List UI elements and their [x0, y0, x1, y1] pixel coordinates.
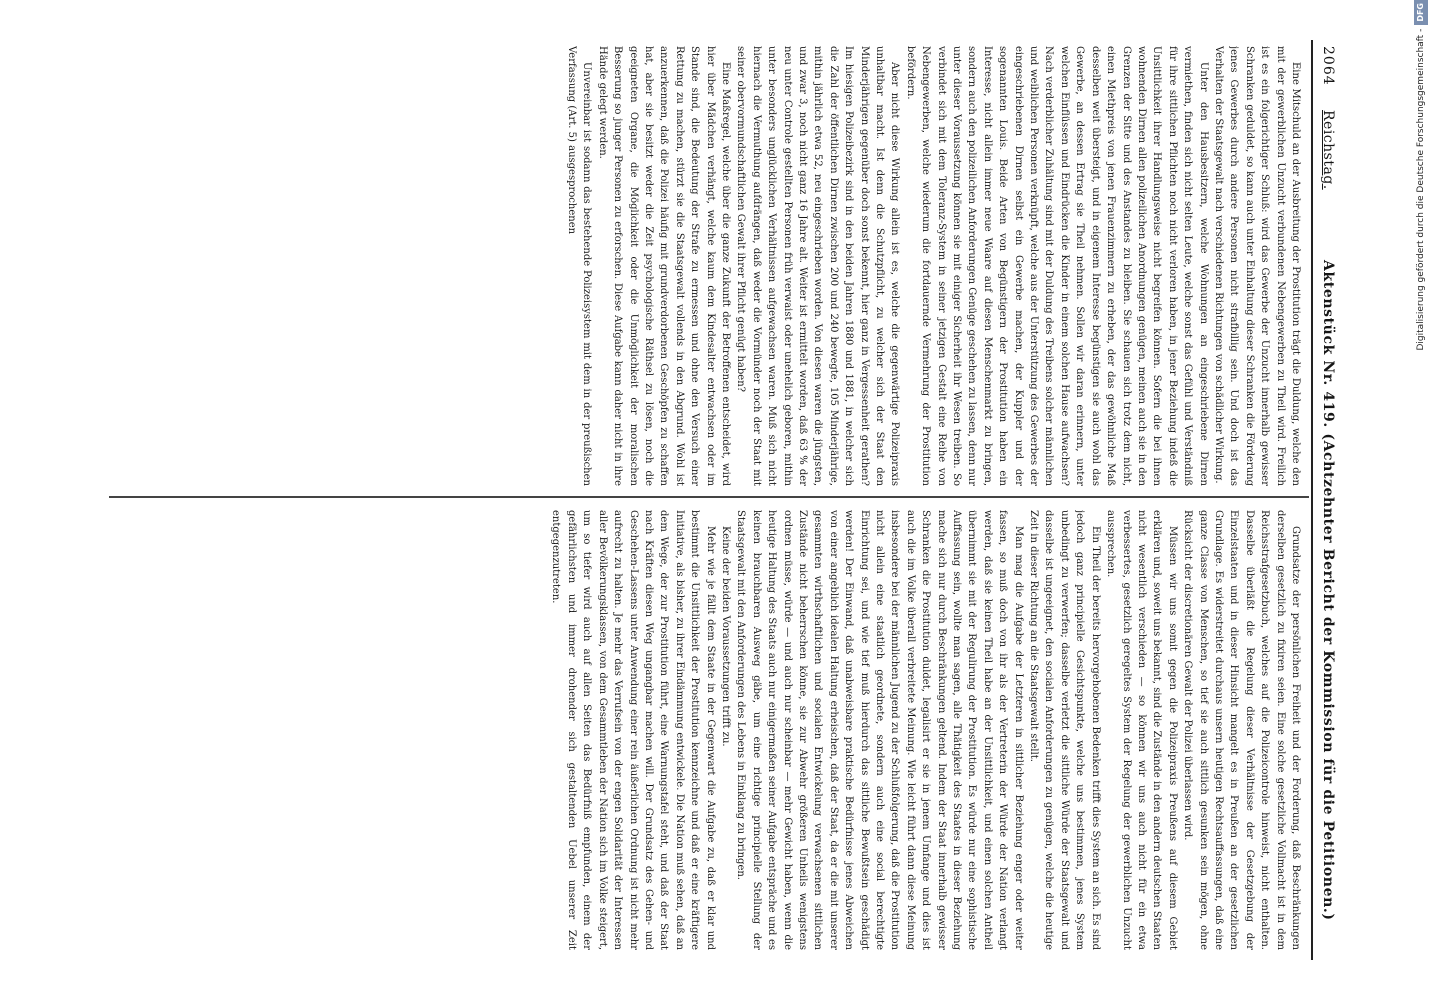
right-column [103, 510, 1303, 950]
digitization-credit [1414, 0, 1428, 1000]
paragraph: Mehr wie je fällt dem Staate in der Gegenwart die Aufgabe zu, daß er klar und bestimmt die Unsittlichkeit der Prostitution kennzeichne und daß er eine kräftigere Initiative, als bisher, zu ihrer Eindämmung entwickele. Die Nation muß sehen, daß an dem Wege, der zur Prostitution führt, eine Warnungstafel steht, und daß der Staat nach Kräften diesen Weg ungangbar machen will. Der Grundsatz des Gehen- und Geschehen-Lassens unter Anwendung einer rein äußerlichen Ordnung ist nicht mehr aufrecht zu halten. Je mehr das Verrufsein von der engen Solidarität der Interessen aller Bevölkerungsklassen, von dem Gesammtleben der Nation sich im Volke steigert, um so tiefer wird auch auf allen Seiten das Bedürfniß empfunden, einem der gefährlichsten und immer drohender sich gestaltenden Uebel unserer Zeit entgegenzutreten. [550, 510, 716, 950]
paragraph: Keine der beiden Voraussetzungen trifft zu. [719, 526, 731, 747]
paragraph: Grundsatze der persönlichen Freiheit und der Forderung, daß Beschränkungen derselben gesetzlich zu fixiren seien. Eine solche gesetzliche Vollmacht ist in dem Reichsstrafgesetzbuch, welches auf die Polizeicontrole hinweist, nicht enthalten. Dasselbe überläßt die Regelung dieser Verhältnisse der Gesetzgebung der Einzelstaaten und in dieser Hinsicht mangelt es in Preußen an der gesetzlichen Grundlage. Es widerstreitet durchaus unsern heutigen Rechtsauffassungen, daß eine ganze Classe von Menschen, so tief sie auch sittlich gesunken sein mögen, ohne Rücksicht der discretionären Gewalt der Polizei überlassen wird. [1182, 510, 1301, 950]
paragraph: Man mag die Aufgabe der Letzteren in sittlicher Beziehung enger oder weiter fassen, so muß doch von ihr als der Vertreterin der Würde der Nation verlangt werden, daß sie keinen Theil habe an der Unsittlichkeit, und einen solchen Antheil übernimmt sie mit der Regulirung der Prostitution. Es würde nur eine sophistische Auffassung sein, wollte man sagen, alle Thätigkeit des Staates in dieser Beziehung mache sich nur durch Beschränkungen geltend. Indem der Staat innerhalb gewisser Schranken die Prostitution duldet, legalisirt er sie in jenem Umfange und dies ist auch die im Volke überall verbreitete Meinung. Wie leicht führt dann diese Meinung insbesondere bei der männlichen Jugend zu der Schlußfolgerung, daß die Prostitution nicht allein eine staatlich geordnete, sondern auch eine social berechtigte Einrichtung sei, und wie tief muß hierdurch das sittliche Bewußtsein geschädigt werden! Der Einwand, daß unabweisbare praktische Bedürfnisse jenes Abweichen von einer angeblich idealen Haltung erheischen, daß der Staat, da er die mit unserer gesammten wirthschaftlichen und socialen Entwickelung verwachsenen sittlichen Zustände nicht beherrschen könne, sie zur Abwehr größeren Unheils wenigstens ordnen müsse, würde — und auch nur scheinbar — mehr Gewicht haben, wenn die heutige Haltung des Staats auch nur einigermaßen seiner Aufgabe entspräche und es keinen brauchbaren Ausweg gäbe, um eine richtige principielle Stellung der Staatsgewalt mit den Anforderungen des Lebens in Einklang zu bringen. [735, 510, 1024, 950]
paragraph: Ein Theil der bereits hervorgehobenen Bedenken trifft dies System an sich. Es sind jedoch ganz principielle Gesichtspunkte, welche uns bestimmen, jenes System unbedingt zu verwerfen; dasselbe verletzt die sittliche Würde der Staatsgewalt und dasselbe ist ungeeignet, den socialen Anforderungen zu genügen, welche die heutige Zeit in dieser Richtung an die Staatsgewalt stellt. [1028, 510, 1101, 950]
header-rule [1311, 40, 1313, 960]
left-column [103, 46, 1303, 486]
rotated-page [93, 40, 1339, 960]
paragraph: Eine Maßregel, welche über die ganze Zukunft der Betroffenen entscheidet, wird hier über Mädchen verhängt, welche kaum dem Kindesalter entwachsen oder im Stande sind, die Bedeutung der Strafe zu ermessen und ohne den Versuch einer Rettung zu machen, stürzt sie die Staatsgewalt vollends in den Abgrund. Wohl ist anzuerkennen, daß die Polizei häufig mit grundverdorbenen Geschöpfen zu schaffen hat, aber sie besitzt weder die Zeit psychologische Räthsel zu lösen, noch die geeigneten Organe, die Möglichkeit oder die Unmöglichkeit der moralischen Besserung so junger Personen zu erforschen. Diese Aufgabe kann daher nicht in ihre Hände gelegt werden. [596, 46, 731, 486]
dfg-logo: DFG [1414, 0, 1428, 25]
paragraph: Aber nicht diese Wirkung allein ist es, welche die gegenwärtige Polizeipraxis unhaltbar macht. Ist denn die Schutzpflicht, zu welcher sich der Staat den Minderjährigen gegenüber doch sonst bekennt, hier ganz in Vergessenheit gerathen? Im hiesigen Polizeibezirk sind in den beiden Jahren 1880 und 1881, in welcher sich die Zahl der öffentlichen Dirnen zwischen 200 und 240 bewegte, 105 Minderjährige, mithin jährlich etwa 52, neu eingeschrieben worden. Von diesen waren die jüngsten, und zwar 3, noch nicht ganz 16 Jahre alt. Weiter ist ermittelt worden, daß 63 % der neu unter Controle gestellten Personen früh verwaist oder unehelich geboren, mithin unter besonders unglücklichen Verhältnissen aufgewachsen waren. Muß sich nicht hiernach die Vermuthung aufdrängen, daß weder die Vormünder noch der Staat mit seiner obervormundschaftlichen Gewalt ihrer Pflicht genügt haben? [735, 46, 901, 486]
document-title: Aktenstück Nr. 419. (Achtzehnter Bericht der Kommission für die Petitionen.) [1320, 260, 1336, 921]
page-number: 2064 [1320, 46, 1336, 86]
paragraph: Müssen wir uns somit gegen die Polizeipraxis Preußens auf diesem Gebiet erklären und, soweit uns bekannt, sind die Zustände in den andern deutschen Staaten nicht wesentlich verschieden — so können wir uns auch nicht für ein etwa verbessertes, gesetzlich geregeltes System der Regelung der gewerblichen Unzucht aussprechen. [1105, 510, 1178, 950]
column-divider [109, 496, 1309, 498]
page-header [1317, 40, 1339, 960]
publication-name: Reichstag. [1320, 110, 1336, 190]
paragraph: Unvereinbar ist sodann das bestehende Polizeisystem mit dem in der preußischen Verfassung (Art. 5) ausgesprochenen [565, 46, 593, 486]
paragraph: Unter den Hausbesitzern, welche Wohnungen an eingeschriebene Dirnen vermiethen, finden sich nicht selten Leute, welche sonst das Gefühl und Verständniß für ihre sittlichen Pflichten noch nicht verloren haben, in jener Beziehung indeß die Unsittlichkeit ihrer Handlungsweise nicht begreifen können. Sofern die bei ihnen wohnenden Dirnen allen polizeilichen Anordnungen genügen, meinen auch sie in den Grenzen der Sitte und des Anstandes zu bleiben. Sie schauen sich trotz dem nicht, einen Miethpreis von jenen Frauenzimmern zu erheben, der das gewöhnliche Maß desselben weit übersteigt, und in eigenem Interesse begünstigen sie auch wohl das Gewerbe, an dessen Ertrag sie Theil nehmen. Sollen wir daran erinnern, unter welchen Einflüssen und Eindrücken die Kinder in einem solchen Hause aufwachsen? Nach verderblicher Zuhältung sind mit der Duldung des Treibens solcher männlichen und weiblichen Personen verknüpft, welche aus der Unterstützung des Gewerbes der eingeschriebenen Dirnen selbst ein Gewerbe machen, der Kuppler und der sogenannten Louis. Beide Arten von Begünstigern der Prostitution haben ein Interesse, nicht allein immer neue Waare auf diesen Menschenmarkt zu bringen, sondern auch den polizeilichen Anforderungen Genüge geschehen zu lassen, denn nur unter dieser Voraussetzung können sie mit einiger Sicherheit ihr Wesen treiben. So verbindet sich mit dem Toleranz-System in seiner jetzigen Gestalt eine Reihe von Nebengewerben, welche wiederum die fortdauernde Vermehrung der Prostitution befördern. [904, 46, 1209, 486]
paragraph: Eine Mitschuld an der Ausbreitung der Prostitution trägt die Duldung, welche den mit der gewerblichen Unzucht verbundenen Nebengewerben zu Theil wird. Freilich ist es ein folgerichtiger Schluß: wird das Gewerbe der Unzucht innerhalb gewisser Schranken geduldet, so kann auch unter Einhaltung dieser Schranken die Förderung jenes Gewerbes durch andere Personen nicht strafbillig sein. Und doch ist das Verhalten der Staatsgewalt nach verschiedenen Richtungen von schädlicher Wirkung. [1212, 46, 1301, 486]
credit-text: Digitalisierung gefördert durch die Deutsche Forschungsgemeinschaft - [1416, 28, 1426, 351]
